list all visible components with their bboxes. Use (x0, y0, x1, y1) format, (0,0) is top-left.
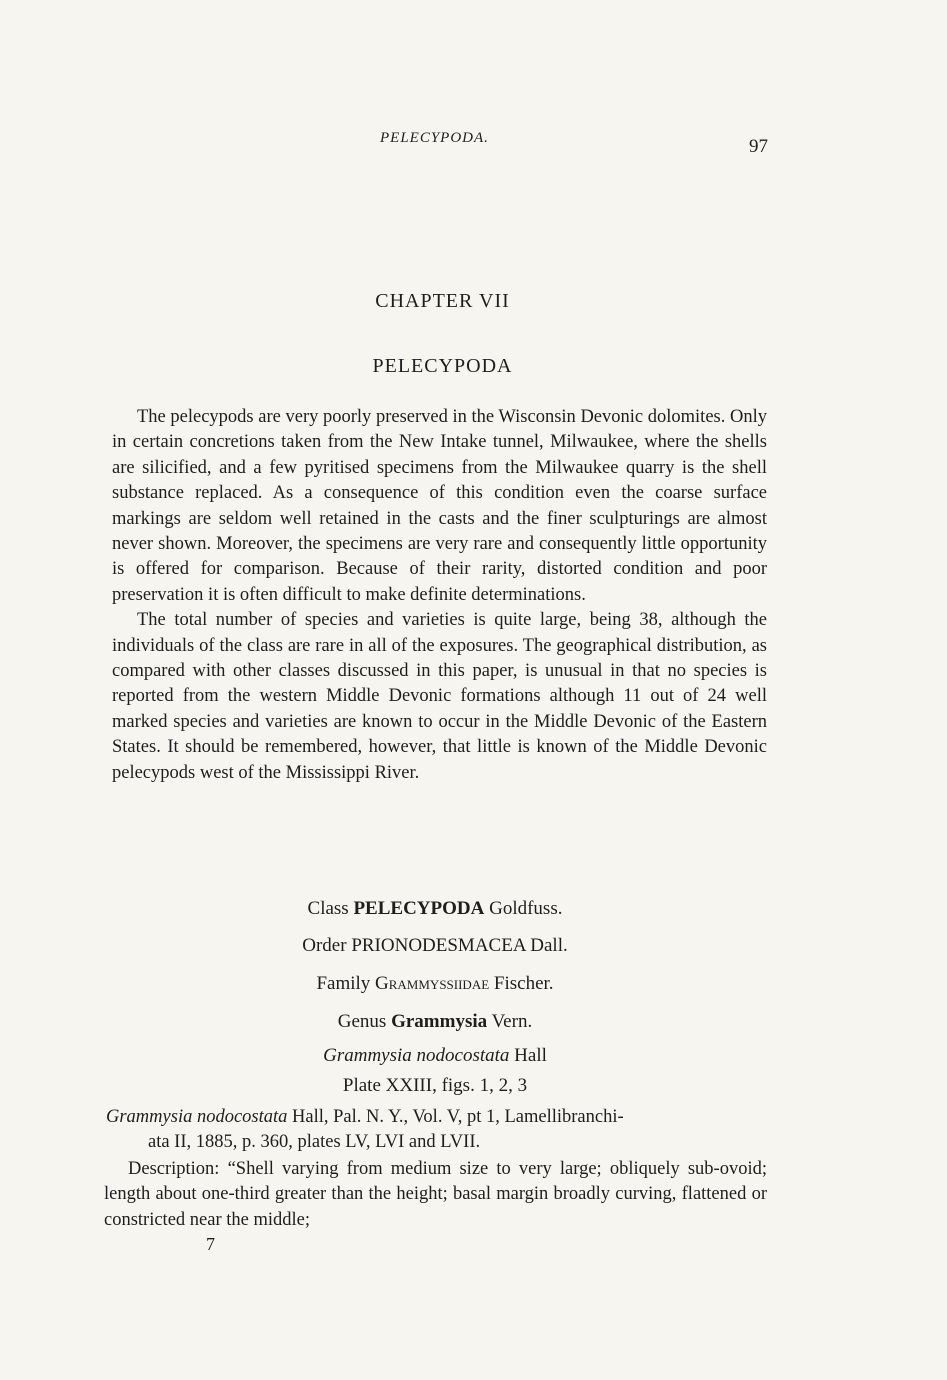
species-heading (0, 1045, 870, 1067)
genus-author: Vern. (491, 1011, 533, 1032)
family-name: Grammyssiidae (375, 973, 490, 994)
order-heading (0, 935, 870, 957)
description-text: Description: “Shell varying from medium size to very large; obliquely sub-ovoid; length about one-third greater than the height; basal margin broadly curving, flattened or constricted near the middle; (104, 1159, 767, 1230)
genus-prefix: Genus (337, 1011, 387, 1032)
paragraph: The pelecypods are very poorly preserved in the Wisconsin Devonic dolomites. Only in certain concretions taken from the New Intake tunnel, Milwaukee, where the shells are silicified, and a few pyritised specimens from the Milwaukee quarry is the shell substance replaced. As a consequence of this condition even the coarse surface markings are seldom well retained in the casts and the finer sculpturings are almost never shown. Moreover, the specimens are very rare and consequently little opportunity is offered for comparison. Because of their rarity, distorted condition and poor preservation it is often difficult to make definite determinations. (112, 407, 767, 605)
order-name: PRIONODESMACEA (351, 935, 526, 956)
class-author: Goldfuss. (489, 898, 563, 919)
page-number: 97 (749, 136, 768, 157)
class-prefix: Class (307, 898, 349, 919)
body-text (112, 405, 767, 786)
species-name: Grammysia nodocostata (323, 1045, 510, 1066)
genus-heading (0, 1011, 870, 1033)
family-author: Fischer. (493, 973, 554, 994)
synonymy-citation: Hall, Pal. N. Y., Vol. V, pt 1, Lamellibranchi- (287, 1107, 624, 1127)
description (104, 1157, 767, 1233)
synonymy-entry (106, 1105, 766, 1155)
genus-name: Grammysia (391, 1011, 488, 1032)
paragraph: The total number of species and varieties is quite large, being 38, although the individuals of the class are rare in all of the exposures. The geographical distribution, as compared with other classes discussed in this paper, is unusual in that no species is reported from the western Middle Devonic formations although 11 out of 24 well marked species and varieties are known to occur in the Middle Devonic of the Eastern States. It should be remembered, however, that little is known of the Middle Devonic pelecypods west of the Mississippi River. (112, 610, 767, 783)
running-head: PELECYPODA. (380, 130, 489, 146)
synonymy-species: Grammysia nodocostata (106, 1107, 288, 1127)
order-prefix: Order (302, 935, 347, 956)
synonymy-citation-cont: ata II, 1885, p. 360, plates LV, LVI and LVII. (148, 1132, 481, 1152)
signature-mark: 7 (206, 1234, 215, 1254)
family-heading (0, 973, 870, 995)
family-prefix: Family (316, 973, 371, 994)
section-title: PELECYPODA (372, 355, 513, 377)
chapter-title: CHAPTER VII (375, 290, 510, 312)
class-heading (0, 898, 870, 920)
species-author: Hall (514, 1045, 547, 1066)
class-name: PELECYPODA (353, 898, 485, 919)
plate-reference: Plate XXIII, figs. 1, 2, 3 (342, 1075, 528, 1096)
order-author: Dall. (530, 935, 568, 956)
